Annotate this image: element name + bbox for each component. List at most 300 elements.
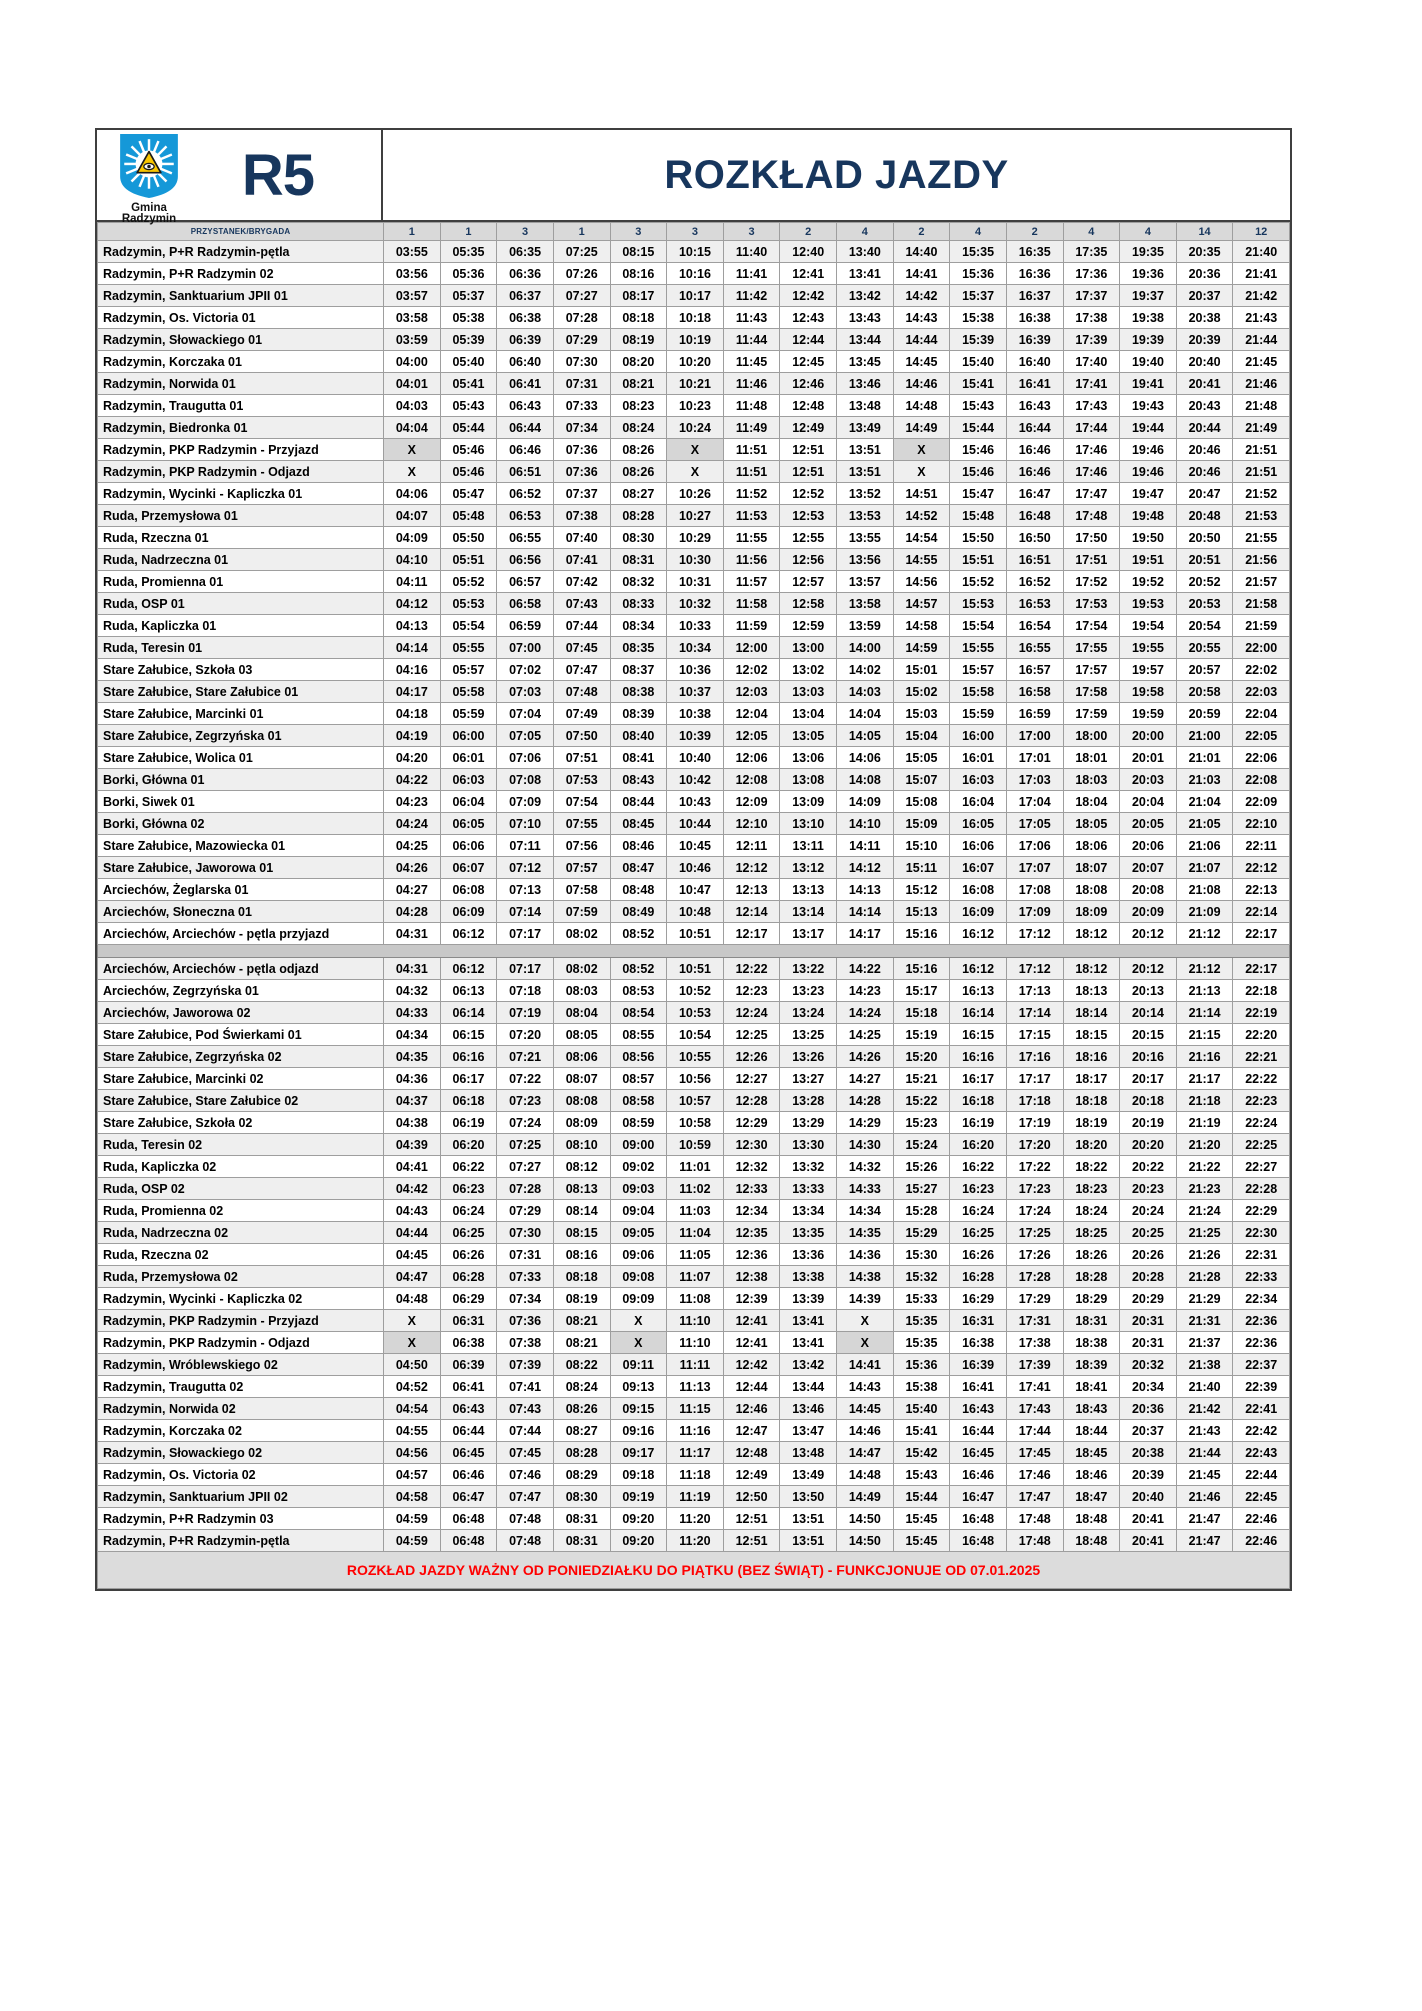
time-cell: 21:14 (1176, 1002, 1233, 1024)
time-cell: 07:02 (497, 659, 554, 681)
time-cell: 21:40 (1176, 1376, 1233, 1398)
time-cell: 16:00 (950, 725, 1007, 747)
time-cell: 16:09 (950, 901, 1007, 923)
time-cell: 19:39 (1120, 329, 1177, 351)
time-cell: 15:42 (893, 1442, 950, 1464)
time-cell: 10:38 (667, 703, 724, 725)
time-cell: 15:51 (950, 549, 1007, 571)
time-cell: 21:09 (1176, 901, 1233, 923)
time-cell: 07:31 (497, 1244, 554, 1266)
time-cell: 17:47 (1006, 1486, 1063, 1508)
timetable-row (98, 1134, 1290, 1156)
no-service-cell: X (610, 1332, 667, 1354)
time-cell: 18:14 (1063, 1002, 1120, 1024)
time-cell: 07:20 (497, 1024, 554, 1046)
timetable-row (98, 1398, 1290, 1420)
time-cell: 07:59 (553, 901, 610, 923)
time-cell: 16:26 (950, 1244, 1007, 1266)
time-cell: 18:00 (1063, 725, 1120, 747)
time-cell: 13:38 (780, 1266, 837, 1288)
time-cell: 20:50 (1176, 527, 1233, 549)
time-cell: 21:52 (1233, 483, 1290, 505)
time-cell: 17:46 (1063, 439, 1120, 461)
timetable-row (98, 395, 1290, 417)
time-cell: 11:55 (723, 527, 780, 549)
time-cell: 22:02 (1233, 659, 1290, 681)
time-cell: 08:15 (610, 241, 667, 263)
time-cell: 04:37 (384, 1090, 441, 1112)
time-cell: 04:19 (384, 725, 441, 747)
stop-name-cell: Radzymin, P+R Radzymin 02 (98, 263, 384, 285)
stop-name-cell: Stare Załubice, Pod Świerkami 01 (98, 1024, 384, 1046)
time-cell: 20:14 (1120, 1002, 1177, 1024)
time-cell: 20:31 (1120, 1310, 1177, 1332)
time-cell: 21:01 (1176, 747, 1233, 769)
time-cell: 10:29 (667, 527, 724, 549)
time-cell: 08:06 (553, 1046, 610, 1068)
time-cell: 13:32 (780, 1156, 837, 1178)
time-cell: 22:12 (1233, 857, 1290, 879)
time-cell: 12:30 (723, 1134, 780, 1156)
time-cell: 13:34 (780, 1200, 837, 1222)
time-cell: 16:36 (1006, 263, 1063, 285)
time-cell: 11:44 (723, 329, 780, 351)
time-cell: 07:10 (497, 813, 554, 835)
brigade-number: 12 (1233, 223, 1290, 241)
stop-name-cell: Stare Załubice, Mazowiecka 01 (98, 835, 384, 857)
time-cell: 18:22 (1063, 1156, 1120, 1178)
time-cell: 06:39 (440, 1354, 497, 1376)
time-cell: 04:27 (384, 879, 441, 901)
time-cell: 16:12 (950, 958, 1007, 980)
time-cell: 15:38 (950, 307, 1007, 329)
stop-name-cell: Ruda, OSP 02 (98, 1178, 384, 1200)
time-cell: 11:17 (667, 1442, 724, 1464)
time-cell: 12:58 (780, 593, 837, 615)
time-cell: 11:01 (667, 1156, 724, 1178)
time-cell: 14:42 (893, 285, 950, 307)
time-cell: 19:35 (1120, 241, 1177, 263)
time-cell: 11:02 (667, 1178, 724, 1200)
time-cell: 07:48 (497, 1530, 554, 1552)
time-cell: 15:04 (893, 725, 950, 747)
time-cell: 17:28 (1006, 1266, 1063, 1288)
time-cell: 04:06 (384, 483, 441, 505)
time-cell: 10:39 (667, 725, 724, 747)
time-cell: 21:41 (1233, 263, 1290, 285)
time-cell: 22:03 (1233, 681, 1290, 703)
time-cell: 06:43 (440, 1398, 497, 1420)
time-cell: 17:41 (1006, 1376, 1063, 1398)
time-cell: 06:06 (440, 835, 497, 857)
time-cell: 10:26 (667, 483, 724, 505)
time-cell: 10:33 (667, 615, 724, 637)
time-cell: 06:40 (497, 351, 554, 373)
time-cell: 19:53 (1120, 593, 1177, 615)
time-cell: 09:18 (610, 1464, 667, 1486)
timetable-row (98, 901, 1290, 923)
brigade-number: 3 (497, 223, 554, 241)
time-cell: 09:03 (610, 1178, 667, 1200)
time-cell: 22:37 (1233, 1354, 1290, 1376)
time-cell: 07:29 (553, 329, 610, 351)
time-cell: 15:40 (893, 1398, 950, 1420)
time-cell: 07:04 (497, 703, 554, 725)
time-cell: 07:25 (497, 1134, 554, 1156)
time-cell: 07:00 (497, 637, 554, 659)
time-cell: 11:41 (723, 263, 780, 285)
time-cell: 14:00 (837, 637, 894, 659)
time-cell: 18:05 (1063, 813, 1120, 835)
time-cell: 12:49 (780, 417, 837, 439)
time-cell: 14:55 (893, 549, 950, 571)
time-cell: 14:57 (893, 593, 950, 615)
time-cell: 20:36 (1120, 1398, 1177, 1420)
time-cell: 07:22 (497, 1068, 554, 1090)
stop-name-cell: Radzymin, Wróblewskiego 02 (98, 1354, 384, 1376)
time-cell: 08:03 (553, 980, 610, 1002)
time-cell: 08:47 (610, 857, 667, 879)
time-cell: 18:06 (1063, 835, 1120, 857)
timetable-row (98, 1046, 1290, 1068)
time-cell: 20:13 (1120, 980, 1177, 1002)
time-cell: 18:43 (1063, 1398, 1120, 1420)
time-cell: 20:53 (1176, 593, 1233, 615)
time-cell: 21:18 (1176, 1090, 1233, 1112)
time-cell: 14:23 (837, 980, 894, 1002)
time-cell: 08:49 (610, 901, 667, 923)
time-cell: 07:36 (553, 461, 610, 483)
time-cell: 21:42 (1233, 285, 1290, 307)
timetable-row (98, 571, 1290, 593)
time-cell: 04:48 (384, 1288, 441, 1310)
stop-name-cell: Radzymin, Słowackiego 01 (98, 329, 384, 351)
time-cell: 14:14 (837, 901, 894, 923)
time-cell: 12:48 (723, 1442, 780, 1464)
time-cell: 15:27 (893, 1178, 950, 1200)
time-cell: 11:04 (667, 1222, 724, 1244)
time-cell: 21:49 (1233, 417, 1290, 439)
time-cell: 04:59 (384, 1530, 441, 1552)
time-cell: 08:34 (610, 615, 667, 637)
time-cell: 22:10 (1233, 813, 1290, 835)
time-cell: 10:23 (667, 395, 724, 417)
timetable-row (98, 791, 1290, 813)
stop-name-cell: Radzymin, Norwida 02 (98, 1398, 384, 1420)
time-cell: 08:04 (553, 1002, 610, 1024)
time-cell: 17:24 (1006, 1200, 1063, 1222)
time-cell: 14:43 (893, 307, 950, 329)
time-cell: 17:04 (1006, 791, 1063, 813)
time-cell: 18:09 (1063, 901, 1120, 923)
time-cell: 10:27 (667, 505, 724, 527)
time-cell: 06:04 (440, 791, 497, 813)
time-cell: 12:49 (723, 1464, 780, 1486)
time-cell: 07:33 (553, 395, 610, 417)
time-cell: 09:20 (610, 1530, 667, 1552)
time-cell: 16:29 (950, 1288, 1007, 1310)
time-cell: 05:38 (440, 307, 497, 329)
separator-cell (98, 945, 1290, 958)
time-cell: 18:18 (1063, 1090, 1120, 1112)
time-cell: 08:08 (553, 1090, 610, 1112)
time-cell: 19:40 (1120, 351, 1177, 373)
time-cell: 07:12 (497, 857, 554, 879)
timetable-row (98, 1332, 1290, 1354)
time-cell: 18:48 (1063, 1508, 1120, 1530)
time-cell: 22:46 (1233, 1508, 1290, 1530)
time-cell: 11:56 (723, 549, 780, 571)
stop-name-cell: Radzymin, P+R Radzymin 03 (98, 1508, 384, 1530)
time-cell: 05:53 (440, 593, 497, 615)
time-cell: 21:07 (1176, 857, 1233, 879)
no-service-cell: X (384, 461, 441, 483)
stop-name-cell: Stare Załubice, Stare Załubice 01 (98, 681, 384, 703)
time-cell: 11:48 (723, 395, 780, 417)
time-cell: 12:46 (723, 1398, 780, 1420)
time-cell: 16:35 (1006, 241, 1063, 263)
time-cell: 08:37 (610, 659, 667, 681)
time-cell: 12:44 (723, 1376, 780, 1398)
no-service-cell: X (893, 461, 950, 483)
time-cell: 21:12 (1176, 923, 1233, 945)
time-cell: 08:48 (610, 879, 667, 901)
brigade-number: 3 (610, 223, 667, 241)
time-cell: 07:34 (553, 417, 610, 439)
time-cell: 20:34 (1120, 1376, 1177, 1398)
timetable-row (98, 505, 1290, 527)
no-service-cell: X (837, 1332, 894, 1354)
time-cell: 13:02 (780, 659, 837, 681)
time-cell: 12:32 (723, 1156, 780, 1178)
time-cell: 18:01 (1063, 747, 1120, 769)
time-cell: 04:01 (384, 373, 441, 395)
time-cell: 14:35 (837, 1222, 894, 1244)
time-cell: 07:25 (553, 241, 610, 263)
no-service-cell: X (384, 439, 441, 461)
time-cell: 16:52 (1006, 571, 1063, 593)
time-cell: 20:03 (1120, 769, 1177, 791)
time-cell: 04:44 (384, 1222, 441, 1244)
time-cell: 04:45 (384, 1244, 441, 1266)
time-cell: 06:46 (497, 439, 554, 461)
time-cell: 05:58 (440, 681, 497, 703)
time-cell: 06:16 (440, 1046, 497, 1068)
time-cell: 09:08 (610, 1266, 667, 1288)
time-cell: 20:39 (1120, 1464, 1177, 1486)
time-cell: 19:52 (1120, 571, 1177, 593)
time-cell: 08:21 (610, 373, 667, 395)
time-cell: 07:57 (553, 857, 610, 879)
time-cell: 07:46 (497, 1464, 554, 1486)
time-cell: 05:55 (440, 637, 497, 659)
timetable-row (98, 703, 1290, 725)
time-cell: 21:38 (1176, 1354, 1233, 1376)
time-cell: 16:08 (950, 879, 1007, 901)
time-cell: 17:01 (1006, 747, 1063, 769)
time-cell: 12:36 (723, 1244, 780, 1266)
time-cell: 08:41 (610, 747, 667, 769)
time-cell: 14:05 (837, 725, 894, 747)
time-cell: 07:08 (497, 769, 554, 791)
time-cell: 19:54 (1120, 615, 1177, 637)
time-cell: 16:47 (1006, 483, 1063, 505)
time-cell: 10:17 (667, 285, 724, 307)
timetable-row (98, 637, 1290, 659)
time-cell: 15:13 (893, 901, 950, 923)
time-cell: 06:24 (440, 1200, 497, 1222)
time-cell: 04:16 (384, 659, 441, 681)
time-cell: 13:42 (837, 285, 894, 307)
time-cell: 22:33 (1233, 1266, 1290, 1288)
time-cell: 16:41 (1006, 373, 1063, 395)
timetable-row (98, 1442, 1290, 1464)
time-cell: 08:53 (610, 980, 667, 1002)
no-service-cell: X (610, 1310, 667, 1332)
time-cell: 12:26 (723, 1046, 780, 1068)
time-cell: 13:22 (780, 958, 837, 980)
time-cell: 15:36 (893, 1354, 950, 1376)
time-cell: 04:41 (384, 1156, 441, 1178)
no-service-cell: X (893, 439, 950, 461)
time-cell: 06:13 (440, 980, 497, 1002)
time-cell: 04:35 (384, 1046, 441, 1068)
time-cell: 12:35 (723, 1222, 780, 1244)
time-cell: 16:44 (1006, 417, 1063, 439)
time-cell: 21:51 (1233, 461, 1290, 483)
no-service-cell: X (837, 1310, 894, 1332)
time-cell: 14:30 (837, 1134, 894, 1156)
time-cell: 08:18 (610, 307, 667, 329)
time-cell: 09:13 (610, 1376, 667, 1398)
time-cell: 07:14 (497, 901, 554, 923)
logo-caption (105, 203, 193, 225)
stop-name-cell: Stare Załubice, Marcinki 01 (98, 703, 384, 725)
time-cell: 21:44 (1176, 1442, 1233, 1464)
time-cell: 12:51 (723, 1530, 780, 1552)
time-cell: 19:46 (1120, 461, 1177, 483)
time-cell: 08:56 (610, 1046, 667, 1068)
time-cell: 17:50 (1063, 527, 1120, 549)
time-cell: 21:13 (1176, 980, 1233, 1002)
time-cell: 15:07 (893, 769, 950, 791)
time-cell: 04:11 (384, 571, 441, 593)
time-cell: 12:41 (723, 1310, 780, 1332)
time-cell: 14:43 (837, 1376, 894, 1398)
time-cell: 07:47 (497, 1486, 554, 1508)
time-cell: 06:07 (440, 857, 497, 879)
time-cell: 07:45 (497, 1442, 554, 1464)
time-cell: 14:47 (837, 1442, 894, 1464)
time-cell: 18:19 (1063, 1112, 1120, 1134)
time-cell: 06:09 (440, 901, 497, 923)
time-cell: 07:27 (553, 285, 610, 307)
time-cell: 06:05 (440, 813, 497, 835)
time-cell: 07:09 (497, 791, 554, 813)
time-cell: 15:18 (893, 1002, 950, 1024)
time-cell: 10:19 (667, 329, 724, 351)
time-cell: 07:11 (497, 835, 554, 857)
time-cell: 06:52 (497, 483, 554, 505)
time-cell: 22:08 (1233, 769, 1290, 791)
stop-name-cell: Radzymin, Sanktuarium JPII 01 (98, 285, 384, 307)
time-cell: 17:53 (1063, 593, 1120, 615)
stop-name-cell: Stare Załubice, Stare Załubice 02 (98, 1090, 384, 1112)
time-cell: 14:25 (837, 1024, 894, 1046)
time-cell: 17:15 (1006, 1024, 1063, 1046)
time-cell: 09:20 (610, 1508, 667, 1530)
time-cell: 13:33 (780, 1178, 837, 1200)
time-cell: 08:02 (553, 958, 610, 980)
timetable-row (98, 461, 1290, 483)
timetable-row (98, 1112, 1290, 1134)
time-cell: 18:13 (1063, 980, 1120, 1002)
time-cell: 11:52 (723, 483, 780, 505)
time-cell: 15:21 (893, 1068, 950, 1090)
time-cell: 13:45 (837, 351, 894, 373)
time-cell: 15:16 (893, 923, 950, 945)
time-cell: 07:28 (553, 307, 610, 329)
time-cell: 14:26 (837, 1046, 894, 1068)
time-cell: 13:40 (837, 241, 894, 263)
time-cell: 06:51 (497, 461, 554, 483)
route-number: R5 (241, 142, 315, 208)
time-cell: 07:19 (497, 1002, 554, 1024)
time-cell: 15:08 (893, 791, 950, 813)
timetable-footer (98, 1552, 1290, 1589)
time-cell: 22:00 (1233, 637, 1290, 659)
time-cell: 14:02 (837, 659, 894, 681)
time-cell: 13:28 (780, 1090, 837, 1112)
time-cell: 12:53 (780, 505, 837, 527)
time-cell: 16:59 (1006, 703, 1063, 725)
time-cell: 07:06 (497, 747, 554, 769)
time-cell: 21:37 (1176, 1332, 1233, 1354)
time-cell: 14:59 (893, 637, 950, 659)
time-cell: 05:59 (440, 703, 497, 725)
time-cell: 08:28 (553, 1442, 610, 1464)
time-cell: 17:05 (1006, 813, 1063, 835)
stop-name-cell: Stare Załubice, Zegrzyńska 01 (98, 725, 384, 747)
time-cell: 21:51 (1233, 439, 1290, 461)
time-cell: 21:40 (1233, 241, 1290, 263)
time-cell: 06:28 (440, 1266, 497, 1288)
time-cell: 11:05 (667, 1244, 724, 1266)
time-cell: 11:49 (723, 417, 780, 439)
time-cell: 06:48 (440, 1508, 497, 1530)
time-cell: 19:37 (1120, 285, 1177, 307)
brigade-number: 2 (893, 223, 950, 241)
timetable-row (98, 549, 1290, 571)
time-cell: 17:20 (1006, 1134, 1063, 1156)
time-cell: 06:37 (497, 285, 554, 307)
time-cell: 20:51 (1176, 549, 1233, 571)
stop-name-cell: Ruda, OSP 01 (98, 593, 384, 615)
time-cell: 11:10 (667, 1332, 724, 1354)
stop-name-cell: Radzymin, Sanktuarium JPII 02 (98, 1486, 384, 1508)
time-cell: 20:36 (1176, 263, 1233, 285)
time-cell: 07:28 (497, 1178, 554, 1200)
time-cell: 13:11 (780, 835, 837, 857)
time-cell: 17:47 (1063, 483, 1120, 505)
time-cell: 21:22 (1176, 1156, 1233, 1178)
stop-name-cell: Arciechów, Żeglarska 01 (98, 879, 384, 901)
time-cell: 05:48 (440, 505, 497, 527)
stop-name-cell: Arciechów, Zegrzyńska 01 (98, 980, 384, 1002)
time-cell: 15:44 (950, 417, 1007, 439)
time-cell: 19:44 (1120, 417, 1177, 439)
time-cell: 19:51 (1120, 549, 1177, 571)
